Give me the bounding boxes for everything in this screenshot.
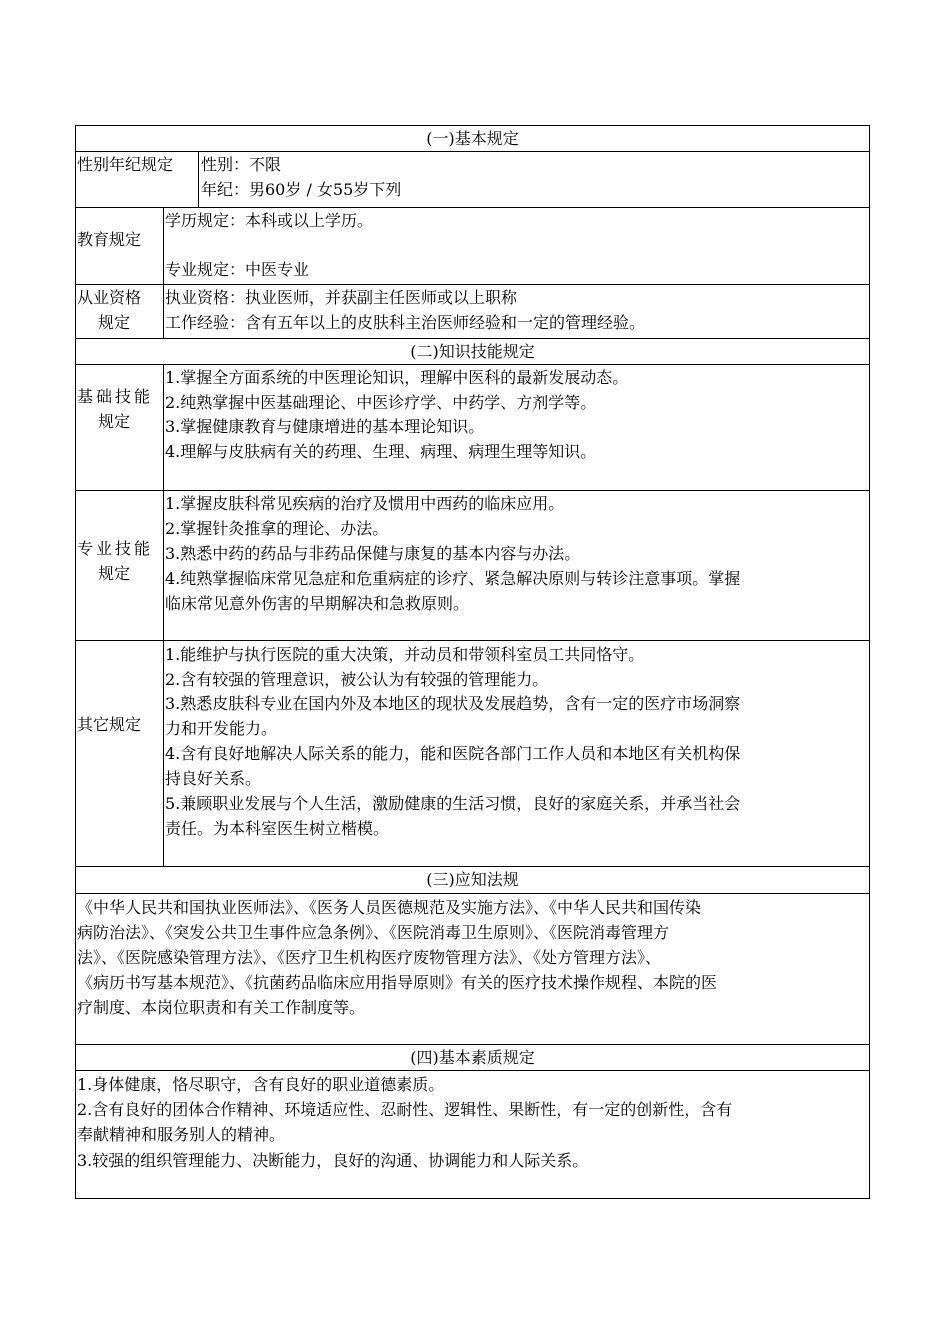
list-item: 力和开发能力。 — [165, 719, 278, 738]
row-divider — [75, 151, 870, 152]
education-label: 教育规定 — [77, 230, 142, 249]
list-item: 1.能维护与执行医院的重大决策，并动员和带领科室员工共同恪守。 — [165, 645, 645, 664]
row-divider — [75, 338, 870, 339]
column-divider — [163, 207, 164, 338]
section-header-laws: (三)应知法规 — [426, 870, 519, 889]
experience-requirement: 工作经验：含有五年以上的皮肤科主治医师经验和一定的管理经验。 — [165, 313, 646, 332]
row-divider — [75, 866, 870, 867]
column-divider — [198, 151, 199, 207]
license-requirement: 执业资格：执业医师，并获副主任医师或以上职称 — [165, 288, 518, 307]
list-item: 持良好关系。 — [165, 769, 262, 788]
row-divider — [75, 364, 870, 365]
section-header-knowledge: (二)知识技能规定 — [410, 342, 535, 361]
list-item: 临床常见意外伤害的早期解决和急救原则。 — [165, 594, 470, 613]
row-divider — [75, 490, 870, 491]
row-divider — [75, 207, 870, 208]
column-divider — [163, 364, 164, 866]
laws-text-line: 疗制度、本岗位职责和有关工作制度等。 — [77, 998, 366, 1017]
list-item: 1.掌握皮肤科常见疾病的治疗及惯用中西药的临床应用。 — [165, 494, 565, 513]
list-item: 4.纯熟掌握临床常见急症和危重病症的诊疗、紧急解决原则与转诊注意事项。掌握 — [165, 569, 741, 588]
qualification-label-cont: 规定 — [97, 313, 130, 332]
gender-age-label: 性别年纪规定 — [77, 155, 174, 174]
quality-text-line: 3.较强的组织管理能力、决断能力，良好的沟通、协调能力和人际关系。 — [77, 1151, 589, 1170]
quality-text-line: 2.含有良好的团体合作精神、环境适应性、忍耐性、逻辑性、果断性，有一定的创新性，含有 — [77, 1100, 733, 1119]
laws-text-line: 《中华人民共和国执业医师法》、《医务人员医德规范及实施方法》、《中华人民共和国传染 — [77, 898, 702, 917]
list-item: 4.含有良好地解决人际关系的能力，能和医院各部门工作人员和本地区有关机构保 — [165, 744, 741, 763]
quality-text-line: 奉献精神和服务别人的精神。 — [77, 1125, 286, 1144]
qualification-label: 从业资格 — [77, 288, 142, 307]
degree-requirement: 学历规定：本科或以上学历。 — [165, 211, 374, 230]
laws-text-line: 《病历书写基本规范》、《抗菌药品临床应用指导原则》有关的医疗技术操作规程、本院的医 — [77, 973, 718, 992]
gender-value: 性别：不限 — [201, 155, 282, 174]
row-divider — [75, 1070, 870, 1071]
list-item: 3.掌握健康教育与健康增进的基本理论知识。 — [165, 417, 485, 436]
list-item: 1.掌握全方面系统的中医理论知识，理解中医科的最新发展动态。 — [165, 368, 629, 387]
major-requirement: 专业规定：中医专业 — [165, 260, 310, 279]
basic-skills-label-cont: 规定 — [97, 412, 130, 431]
row-divider — [75, 284, 870, 285]
row-divider — [75, 640, 870, 641]
quality-text-line: 1.身体健康，恪尽职守，含有良好的职业道德素质。 — [77, 1075, 445, 1094]
list-item: 2.纯熟掌握中医基础理论、中医诊疗学、中药学、方剂学等。 — [165, 393, 597, 412]
row-divider — [75, 1044, 870, 1045]
list-item: 3.熟悉皮肤科专业在国内外及本地区的现状及发展趋势，含有一定的医疗市场洞察 — [165, 694, 741, 713]
list-item: 5.兼顾职业发展与个人生活，激励健康的生活习惯，良好的家庭关系，并承当社会 — [165, 794, 741, 813]
list-item: 2.含有较强的管理意识，被公认为有较强的管理能力。 — [165, 670, 549, 689]
other-requirements-label: 其它规定 — [77, 715, 142, 734]
section-header-basic: (一)基本规定 — [426, 129, 519, 148]
list-item: 责任。为本科室医生树立楷模。 — [165, 819, 390, 838]
basic-skills-label: 基础技能 — [77, 387, 154, 406]
list-item: 3.熟悉中药的药品与非药品保健与康复的基本内容与办法。 — [165, 544, 581, 563]
laws-text-line: 法》、《医院感染管理方法》、《医疗卫生机构医疗废物管理方法》、《处方管理方法》、 — [77, 948, 662, 967]
laws-text-line: 病防治法》、《突发公共卫生事件应急条例》、《医院消毒卫生原则》、《医院消毒管理方 — [77, 923, 670, 942]
professional-skills-label: 专业技能 — [77, 539, 154, 558]
professional-skills-label-cont: 规定 — [97, 564, 130, 583]
section-header-quality: (四)基本素质规定 — [410, 1048, 535, 1067]
list-item: 2.掌握针灸推拿的理论、办法。 — [165, 519, 389, 538]
age-value: 年纪：男60岁 / 女55岁下列 — [201, 180, 402, 199]
row-divider — [75, 893, 870, 894]
list-item: 4.理解与皮肤病有关的药理、生理、病理、病理生理等知识。 — [165, 442, 597, 461]
